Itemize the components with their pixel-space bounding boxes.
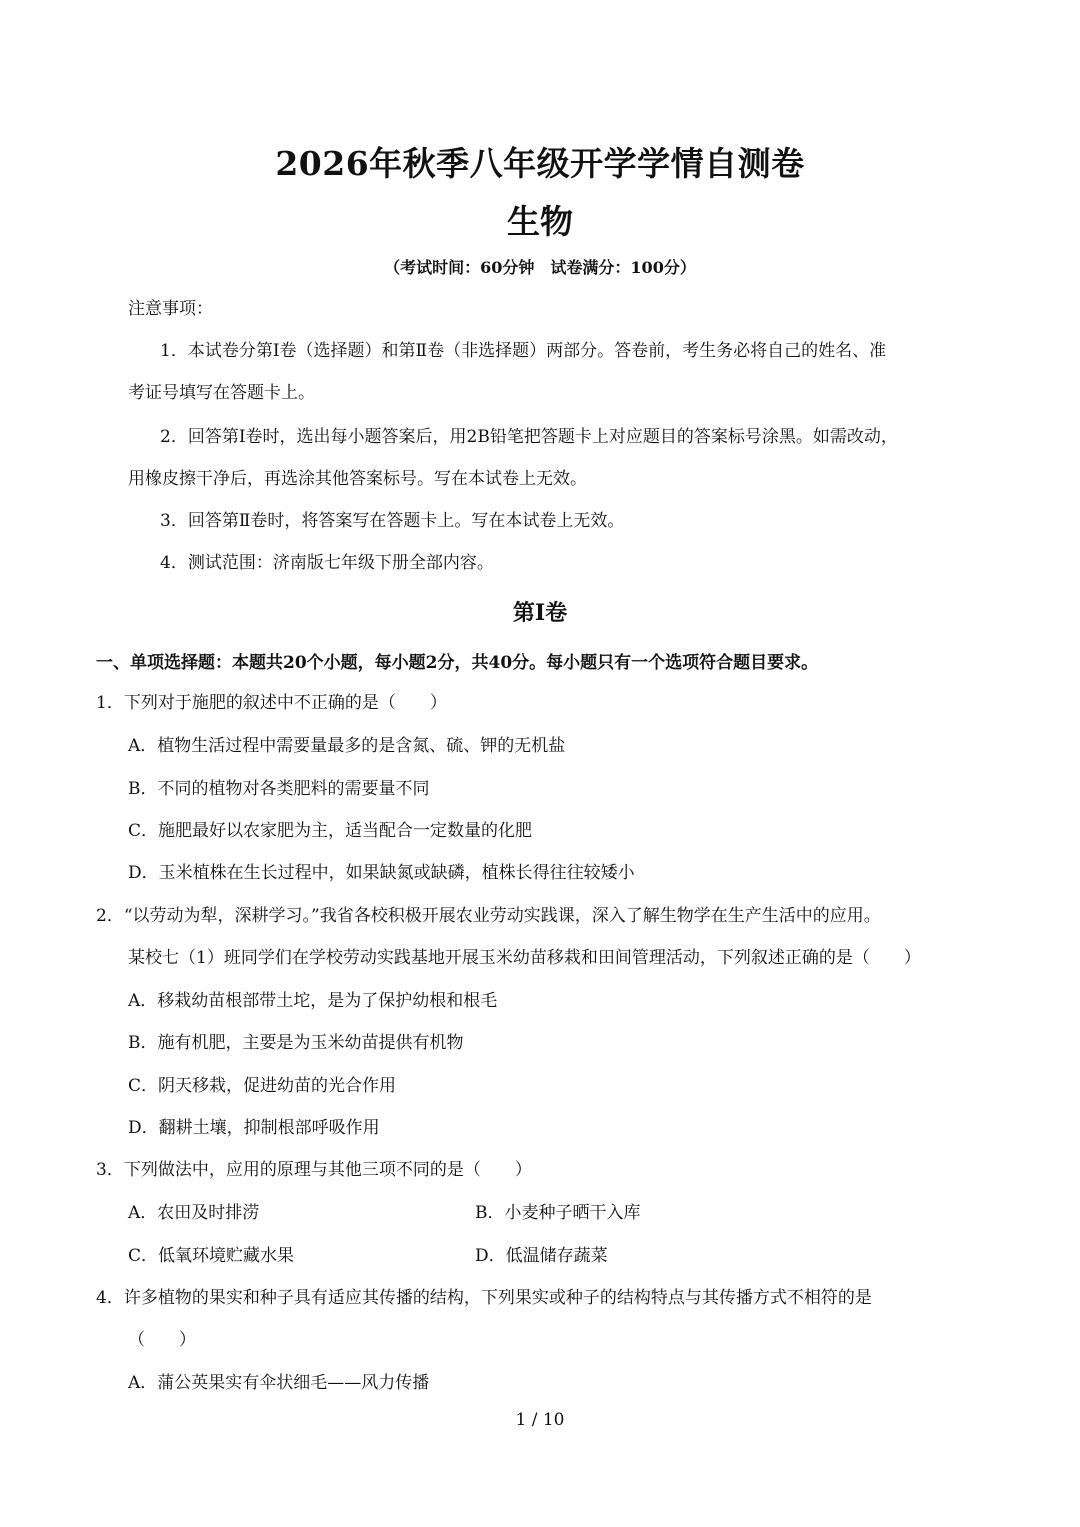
notice-line-5: 3．回答第Ⅱ卷时，将答案写在答题卡上。写在本试卷上无效。	[160, 511, 625, 531]
question-4-stem-line-1: 4．许多植物的果实和种子具有适应其传播的结构，下列果实或种子的结构特点与其传播方式不相符的是	[96, 1288, 872, 1308]
question-4-stem-line-2: （ ）	[128, 1330, 196, 1350]
question-2-stem-line-1: 2．“以劳动为犁，深耕学习。”我省各校积极开展农业劳动实践课，深入了解生物学在生产生活中的应用。	[96, 906, 881, 926]
question-3-option-c: C．低氧环境贮藏水果	[128, 1246, 295, 1266]
notice-line-1: 1．本试卷分第Ⅰ卷（选择题）和第Ⅱ卷（非选择题）两部分。答卷前，考生务必将自己的姓名、准	[160, 341, 887, 361]
question-4-option-a: A．蒲公英果实有伞状细毛——风力传播	[128, 1373, 430, 1393]
exam-meta: （考试时间：60分钟 试卷满分：100分）	[384, 258, 696, 277]
page-number: 1 / 10	[515, 1410, 565, 1430]
notice-heading: 注意事项：	[128, 299, 213, 319]
question-1-option-b: B．不同的植物对各类肥料的需要量不同	[128, 779, 430, 799]
section-description: 一、单项选择题：本题共20个小题，每小题2分，共40分。每小题只有一个选项符合题目要求。	[96, 653, 819, 673]
question-2-option-d: D．翻耕土壤，抑制根部呼吸作用	[128, 1118, 380, 1138]
question-1-option-c: C．施肥最好以农家肥为主，适当配合一定数量的化肥	[128, 821, 533, 841]
question-2-stem-line-2: 某校七（1）班同学们在学校劳动实践基地开展玉米幼苗移栽和田间管理活动，下列叙述正确的是（ ）	[128, 948, 921, 968]
notice-line-3: 2．回答第Ⅰ卷时，选出每小题答案后，用2B铅笔把答题卡上对应题目的答案标号涂黑。如需改动，	[160, 427, 898, 447]
notice-line-4: 用橡皮擦干净后，再选涂其他答案标号。写在本试卷上无效。	[128, 469, 587, 489]
question-3-option-b: B．小麦种子晒干入库	[475, 1203, 641, 1223]
notice-line-2: 考证号填写在答题卡上。	[128, 383, 315, 403]
question-2-option-a: A．移栽幼苗根部带土坨，是为了保护幼根和根毛	[128, 991, 498, 1011]
question-3-stem: 3．下列做法中，应用的原理与其他三项不同的是（ ）	[96, 1160, 532, 1180]
question-3-option-a: A．农田及时排涝	[128, 1203, 260, 1223]
question-3-option-d: D．低温储存蔬菜	[475, 1246, 608, 1266]
question-1-option-d: D．玉米植株在生长过程中，如果缺氮或缺磷，植株长得往往较矮小	[128, 863, 635, 883]
section-title: 第Ⅰ卷	[512, 600, 568, 626]
exam-title: 2026年秋季八年级开学学情自测卷	[275, 144, 805, 183]
question-2-option-b: B．施有机肥，主要是为玉米幼苗提供有机物	[128, 1033, 464, 1053]
question-1-stem: 1．下列对于施肥的叙述中不正确的是（ ）	[96, 693, 447, 713]
notice-line-6: 4．测试范围：济南版七年级下册全部内容。	[160, 553, 494, 573]
exam-subject: 生物	[507, 202, 573, 241]
question-2-option-c: C．阴天移栽，促进幼苗的光合作用	[128, 1076, 397, 1096]
question-1-option-a: A．植物生活过程中需要量最多的是含氮、硫、钾的无机盐	[128, 736, 566, 756]
